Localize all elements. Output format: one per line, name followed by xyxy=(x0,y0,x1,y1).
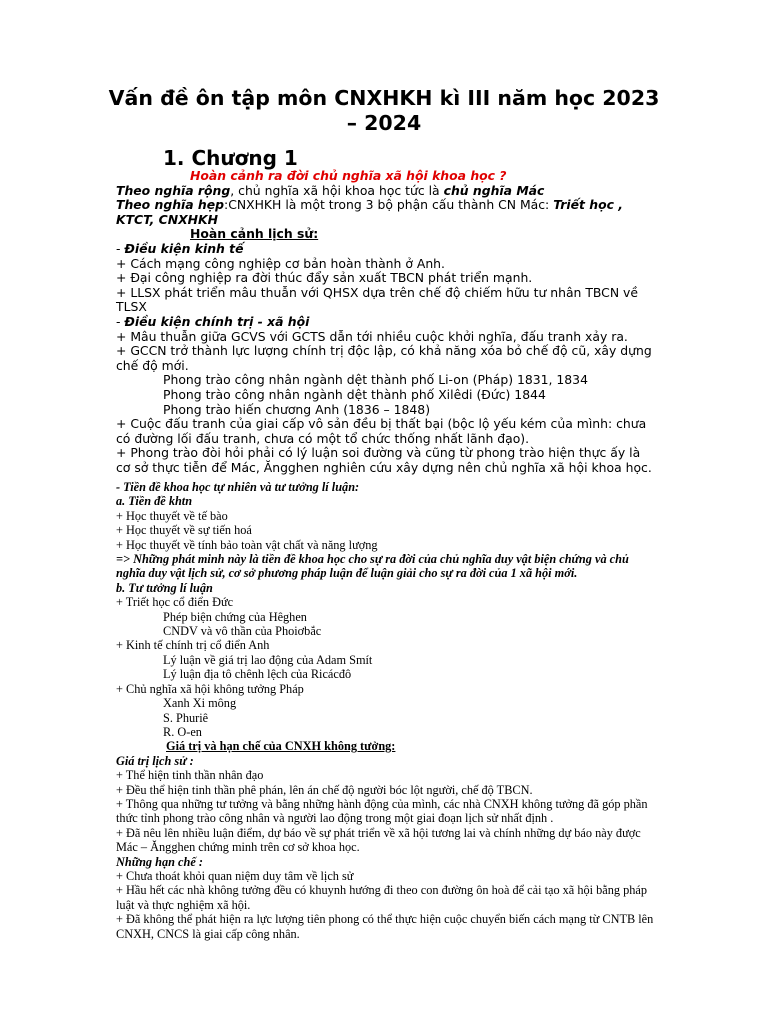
definition-narrow-text: :CNXHKH là một trong 3 bộ phận cấu thành CN Mác: xyxy=(224,197,554,213)
value-subheading: Giá trị lịch sử : xyxy=(116,753,194,768)
sub-item: R. O-en xyxy=(163,724,202,739)
movement-item: Phong trào công nhân ngành dệt thành phố Xilêdi (Đức) 1844 xyxy=(163,386,546,402)
list-item: + Đã nêu lên nhiều luận điểm, dự báo về sự phát triển về xã hội tương lai và chính những dự báo này được Mác – Ăngghen chứng minh trên cơ sở khoa học. xyxy=(116,825,641,855)
historical-context-heading: Hoàn cảnh lịch sử: xyxy=(190,226,319,242)
definition-broad-label: Theo nghĩa rộng xyxy=(116,182,231,198)
list-item: + Học thuyết về tính bảo toàn vật chất và năng lượng xyxy=(116,537,378,552)
sub-item: Xanh Xi mông xyxy=(163,696,237,711)
list-item: + Thông qua những tư tưởng và bằng những hành động của mình, các nhà CNXH không tưởng đã góp phần thức tỉnh phong trào công nhân và người lao động trong một giai đoạn lịch sử nhất định . xyxy=(116,796,648,826)
list-item: + Hầu hết các nhà không tưởng đều có khuynh hướng đi theo con đường ôn hoà để cải tạo xã hội bằng pháp luật và thực nghiệm xã hội. xyxy=(116,883,648,912)
definition-narrow-label: Theo nghĩa hẹp xyxy=(116,197,225,213)
list-item: + GCCN trở thành lực lượng chính trị độc lập, có khả năng xóa bỏ chế độ cũ, xây dựng chế độ mới. xyxy=(116,343,652,373)
definition-narrow xyxy=(116,198,652,227)
pol-label: Điều kiện chính trị - xã hội xyxy=(124,313,310,329)
list-item: + Chủ nghĩa xã hội không tưởng Pháp xyxy=(116,681,304,696)
document-title: Vấn đề ôn tập môn CNXHKH kì III năm học 2023 – 2024 xyxy=(108,86,660,135)
list-item: + Phong trào đòi hỏi phải có lý luận soi đường và cũng từ phong trào hiện thực ấy là cơ sở thực tiễn để Mác, Ăngghen nghiên cứu xây dựng nên chủ nghĩa xã hội khoa học. xyxy=(116,445,652,475)
list-item: + Học thuyết về sự tiến hoá xyxy=(116,523,252,538)
list-item: + Đã không thể phát hiện ra lực lượng tiên phong có thể thực hiện cuộc chuyển biến cách mạng từ CNTB lên CNXH, CNCS là giai cấp công nhân. xyxy=(116,912,654,941)
question-heading: Hoàn cảnh ra đời chủ nghĩa xã hội khoa học ? xyxy=(190,168,507,183)
econ-label: Điều kiện kinh tế xyxy=(124,240,244,256)
definition-broad-text: , chủ nghĩa xã hội khoa học tức là xyxy=(230,182,444,198)
list-item: + Chưa thoát khỏi quan niệm duy tâm về lịch sử xyxy=(116,868,354,883)
definition-narrow-term: Triết học , KTCT, CNXHKH xyxy=(116,197,623,227)
movement-item: Phong trào hiến chương Anh (1836 – 1848) xyxy=(163,401,431,417)
movement-item: Phong trào công nhân ngành dệt thành phố Li-on (Pháp) 1831, 1834 xyxy=(163,372,588,388)
list-item: + Cách mạng công nghiệp cơ bản hoàn thành ở Anh. xyxy=(116,255,445,271)
definition-broad xyxy=(116,184,652,199)
econ-heading xyxy=(116,242,652,257)
limit-subheading: Những hạn chế : xyxy=(116,854,203,869)
list-item: + Thể hiện tinh thần nhân đạo xyxy=(116,768,264,783)
theory-heading: b. Tư tưởng lí luận xyxy=(116,580,213,595)
sub-item: Lý luận về giá trị lao động của Adam Smít xyxy=(163,652,373,667)
pol-dash: - xyxy=(116,313,125,329)
chapter-body-sans xyxy=(116,169,652,475)
list-item: + Đều thể hiện tinh thần phê phán, lên án chế độ người bóc lột người, chế độ TBCN. xyxy=(116,782,533,797)
natural-science-heading: a. Tiền đề khtn xyxy=(116,494,193,509)
list-item: + Kinh tế chính trị cổ điển Anh xyxy=(116,638,270,653)
list-item: + Mâu thuẫn giữa GCVS với GCTS dẫn tới nhiều cuộc khởi nghĩa, đấu tranh xảy ra. xyxy=(116,328,628,344)
premise-heading: - Tiền đề khoa học tự nhiên và tư tưởng lí luận: xyxy=(116,480,360,494)
value-limit-heading: Giá trị và hạn chế của CNXH không tưởng: xyxy=(166,739,396,754)
sub-item: S. Phuriê xyxy=(163,710,209,725)
list-item: + LLSX phát triển mâu thuẫn với QHSX dựa trên chế độ chiếm hữu tư nhân TBCN về TLSX xyxy=(116,284,638,315)
pol-heading xyxy=(116,315,652,330)
list-item: + Học thuyết về tế bào xyxy=(116,508,228,523)
conclusion-text: => Những phát minh này là tiền đề khoa học cho sự ra đời của chủ nghĩa duy vật biện chứng và chủ nghĩa duy vật lịch sử, cơ sở phương pháp luận để luận giải cho sự ra đời của 1 xã hội mới. xyxy=(116,552,629,581)
list-item: + Triết học cổ điển Đức xyxy=(116,595,234,610)
econ-dash: - xyxy=(116,240,125,256)
list-item: + Cuộc đấu tranh của giai cấp vô sản đều bị thất bại (bộc lộ yếu kém của mình: chưa có đường lối đấu tranh, chưa có một tổ chức thống nhất lãnh đạo). xyxy=(116,416,647,446)
sub-item: Lý luận địa tô chênh lệch của Ricácđô xyxy=(163,667,352,682)
chapter-heading: 1. Chương 1 xyxy=(163,146,298,170)
sub-item: Phép biện chứng của Hêghen xyxy=(163,609,307,624)
chapter-body-serif xyxy=(116,480,656,941)
definition-broad-term: chủ nghĩa Mác xyxy=(443,182,545,198)
list-item: + Đại công nghiệp ra đời thúc đẩy sản xuất TBCN phát triển mạnh. xyxy=(116,270,533,286)
sub-item: CNDV và vô thần của Phoiơbắc xyxy=(163,624,322,639)
